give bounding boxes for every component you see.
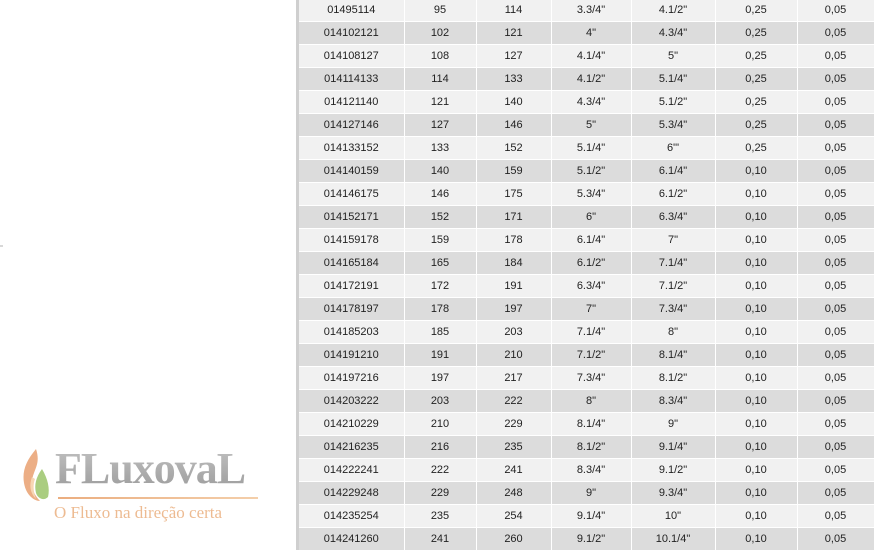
outer-diameter-cell: 133 — [476, 68, 551, 91]
table-row — [299, 183, 874, 206]
tolerance-a-cell: 0,10 — [715, 252, 797, 275]
table-row — [299, 390, 874, 413]
tolerance-a-cell: 0,10 — [715, 528, 797, 551]
table-row — [299, 298, 874, 321]
table-row — [299, 0, 874, 22]
tolerance-b-cell: 0,05 — [797, 367, 874, 390]
inner-diameter-cell: 121 — [404, 91, 476, 114]
inner-inch-cell: 4.1/4" — [551, 45, 631, 68]
tolerance-a-cell: 0,25 — [715, 91, 797, 114]
inner-inch-cell: 5" — [551, 114, 631, 137]
tolerance-a-cell: 0,25 — [715, 137, 797, 160]
outer-diameter-cell: 241 — [476, 459, 551, 482]
inner-inch-cell: 5.1/4" — [551, 137, 631, 160]
tolerance-a-cell: 0,25 — [715, 0, 797, 22]
inner-inch-cell: 6.1/2" — [551, 252, 631, 275]
table-row — [299, 229, 874, 252]
left-panel — [0, 0, 296, 550]
tolerance-b-cell: 0,05 — [797, 298, 874, 321]
outer-diameter-cell: 152 — [476, 137, 551, 160]
outer-diameter-cell: 191 — [476, 275, 551, 298]
tolerance-a-cell: 0,10 — [715, 413, 797, 436]
code-cell: 014114133 — [299, 68, 404, 91]
outer-inch-cell: 9.1/2" — [631, 459, 715, 482]
tolerance-b-cell: 0,05 — [797, 22, 874, 45]
outer-diameter-cell: 260 — [476, 528, 551, 551]
tolerance-a-cell: 0,10 — [715, 367, 797, 390]
outer-inch-cell: 10.1/4" — [631, 528, 715, 551]
outer-diameter-cell: 127 — [476, 45, 551, 68]
tolerance-b-cell: 0,05 — [797, 45, 874, 68]
tolerance-b-cell: 0,05 — [797, 183, 874, 206]
outer-diameter-cell: 114 — [476, 0, 551, 22]
code-cell: 014241260 — [299, 528, 404, 551]
outer-inch-cell: 4.1/2" — [631, 0, 715, 22]
inner-diameter-cell: 102 — [404, 22, 476, 45]
outer-diameter-cell: 210 — [476, 344, 551, 367]
inner-inch-cell: 7" — [551, 298, 631, 321]
inner-inch-cell: 8" — [551, 390, 631, 413]
tolerance-b-cell: 0,05 — [797, 413, 874, 436]
outer-inch-cell: 7.3/4" — [631, 298, 715, 321]
table-row — [299, 91, 874, 114]
outer-inch-cell: 6.1/4" — [631, 160, 715, 183]
outer-diameter-cell: 197 — [476, 298, 551, 321]
code-cell: 014235254 — [299, 505, 404, 528]
tolerance-b-cell: 0,05 — [797, 528, 874, 551]
tolerance-a-cell: 0,10 — [715, 482, 797, 505]
inner-diameter-cell: 152 — [404, 206, 476, 229]
table-row — [299, 413, 874, 436]
table-row — [299, 528, 874, 551]
code-cell: 014152171 — [299, 206, 404, 229]
outer-diameter-cell: 121 — [476, 22, 551, 45]
inner-inch-cell: 7.1/4" — [551, 321, 631, 344]
table-row — [299, 114, 874, 137]
outer-inch-cell: 5.3/4" — [631, 114, 715, 137]
tolerance-a-cell: 0,25 — [715, 22, 797, 45]
inner-diameter-cell: 185 — [404, 321, 476, 344]
inner-inch-cell: 4.3/4" — [551, 91, 631, 114]
inner-diameter-cell: 191 — [404, 344, 476, 367]
tolerance-b-cell: 0,05 — [797, 206, 874, 229]
tolerance-a-cell: 0,10 — [715, 160, 797, 183]
table-row — [299, 137, 874, 160]
code-cell: 014133152 — [299, 137, 404, 160]
outer-diameter-cell: 140 — [476, 91, 551, 114]
outer-inch-cell: 6.3/4" — [631, 206, 715, 229]
tolerance-a-cell: 0,10 — [715, 206, 797, 229]
table-row — [299, 459, 874, 482]
inner-inch-cell: 6.1/4" — [551, 229, 631, 252]
tolerance-b-cell: 0,05 — [797, 436, 874, 459]
inner-inch-cell: 7.3/4" — [551, 367, 631, 390]
code-cell: 014178197 — [299, 298, 404, 321]
outer-inch-cell: 8" — [631, 321, 715, 344]
table-row — [299, 252, 874, 275]
outer-inch-cell: 5.1/2" — [631, 91, 715, 114]
outer-inch-cell: 6.1/2" — [631, 183, 715, 206]
outer-diameter-cell: 178 — [476, 229, 551, 252]
brand-name: FLuxovaL — [55, 444, 246, 493]
outer-inch-cell: 7.1/2" — [631, 275, 715, 298]
inner-diameter-cell: 127 — [404, 114, 476, 137]
inner-diameter-cell: 165 — [404, 252, 476, 275]
flame-icon — [18, 447, 52, 503]
inner-diameter-cell: 241 — [404, 528, 476, 551]
inner-inch-cell: 3.3/4" — [551, 0, 631, 22]
inner-diameter-cell: 140 — [404, 160, 476, 183]
outer-inch-cell: 9" — [631, 413, 715, 436]
tolerance-b-cell: 0,05 — [797, 275, 874, 298]
inner-inch-cell: 6" — [551, 206, 631, 229]
outer-diameter-cell: 159 — [476, 160, 551, 183]
outer-inch-cell: 5.1/4" — [631, 68, 715, 91]
tolerance-b-cell: 0,05 — [797, 252, 874, 275]
brand-underline — [58, 497, 258, 499]
table-row — [299, 436, 874, 459]
tolerance-b-cell: 0,05 — [797, 482, 874, 505]
brand-tagline: O Fluxo na direção certa — [54, 503, 223, 522]
tolerance-a-cell: 0,25 — [715, 45, 797, 68]
table-row — [299, 482, 874, 505]
tolerance-a-cell: 0,10 — [715, 436, 797, 459]
tolerance-b-cell: 0,05 — [797, 390, 874, 413]
tolerance-b-cell: 0,05 — [797, 68, 874, 91]
outer-diameter-cell: 235 — [476, 436, 551, 459]
code-cell: 014229248 — [299, 482, 404, 505]
outer-inch-cell: 7.1/4" — [631, 252, 715, 275]
inner-inch-cell: 9.1/4" — [551, 505, 631, 528]
table-row — [299, 68, 874, 91]
inner-inch-cell: 5.1/2" — [551, 160, 631, 183]
inner-inch-cell: 9.1/2" — [551, 528, 631, 551]
table-row — [299, 45, 874, 68]
outer-inch-cell: 10" — [631, 505, 715, 528]
table-row — [299, 321, 874, 344]
brand-logo — [18, 444, 278, 527]
code-cell: 014165184 — [299, 252, 404, 275]
inner-diameter-cell: 159 — [404, 229, 476, 252]
code-cell: 014172191 — [299, 275, 404, 298]
tolerance-a-cell: 0,10 — [715, 459, 797, 482]
inner-inch-cell: 7.1/2" — [551, 344, 631, 367]
outer-diameter-cell: 217 — [476, 367, 551, 390]
inner-inch-cell: 4" — [551, 22, 631, 45]
inner-inch-cell: 8.1/4" — [551, 413, 631, 436]
tolerance-b-cell: 0,05 — [797, 137, 874, 160]
code-cell: 014210229 — [299, 413, 404, 436]
tolerance-a-cell: 0,10 — [715, 183, 797, 206]
table-row — [299, 505, 874, 528]
outer-inch-cell: 9.1/4" — [631, 436, 715, 459]
tolerance-a-cell: 0,10 — [715, 229, 797, 252]
tolerance-a-cell: 0,10 — [715, 321, 797, 344]
table-row — [299, 275, 874, 298]
code-cell: 014159178 — [299, 229, 404, 252]
code-cell: 014140159 — [299, 160, 404, 183]
outer-inch-cell: 4.3/4" — [631, 22, 715, 45]
outer-diameter-cell: 171 — [476, 206, 551, 229]
tolerance-a-cell: 0,10 — [715, 390, 797, 413]
inner-diameter-cell: 210 — [404, 413, 476, 436]
tolerance-b-cell: 0,05 — [797, 505, 874, 528]
tolerance-b-cell: 0,05 — [797, 91, 874, 114]
inner-diameter-cell: 216 — [404, 436, 476, 459]
inner-diameter-cell: 235 — [404, 505, 476, 528]
tolerance-b-cell: 0,05 — [797, 114, 874, 137]
inner-diameter-cell: 114 — [404, 68, 476, 91]
outer-diameter-cell: 184 — [476, 252, 551, 275]
outer-inch-cell: 8.1/2" — [631, 367, 715, 390]
code-cell: 014185203 — [299, 321, 404, 344]
table-row — [299, 22, 874, 45]
code-cell: 01495114 — [299, 0, 404, 22]
outer-diameter-cell: 222 — [476, 390, 551, 413]
outer-inch-cell: 8.3/4" — [631, 390, 715, 413]
table-row — [299, 206, 874, 229]
inner-inch-cell: 9" — [551, 482, 631, 505]
code-cell: 014197216 — [299, 367, 404, 390]
tolerance-b-cell: 0,05 — [797, 344, 874, 367]
edge-mark — [0, 245, 3, 247]
outer-inch-cell: 5" — [631, 45, 715, 68]
table-row — [299, 160, 874, 183]
tolerance-b-cell: 0,05 — [797, 0, 874, 22]
outer-diameter-cell: 248 — [476, 482, 551, 505]
tolerance-a-cell: 0,25 — [715, 68, 797, 91]
table-body — [299, 0, 874, 551]
inner-diameter-cell: 229 — [404, 482, 476, 505]
outer-diameter-cell: 229 — [476, 413, 551, 436]
code-cell: 014127146 — [299, 114, 404, 137]
tolerance-a-cell: 0,10 — [715, 505, 797, 528]
outer-inch-cell: 6'" — [631, 137, 715, 160]
tolerance-b-cell: 0,05 — [797, 160, 874, 183]
outer-diameter-cell: 203 — [476, 321, 551, 344]
code-cell: 014222241 — [299, 459, 404, 482]
inner-diameter-cell: 197 — [404, 367, 476, 390]
inner-inch-cell: 8.1/2" — [551, 436, 631, 459]
table-row — [299, 367, 874, 390]
tolerance-b-cell: 0,05 — [797, 229, 874, 252]
inner-inch-cell: 6.3/4" — [551, 275, 631, 298]
code-cell: 014108127 — [299, 45, 404, 68]
inner-inch-cell: 8.3/4" — [551, 459, 631, 482]
tolerance-a-cell: 0,10 — [715, 344, 797, 367]
tolerance-a-cell: 0,25 — [715, 114, 797, 137]
outer-inch-cell: 9.3/4" — [631, 482, 715, 505]
outer-inch-cell: 8.1/4" — [631, 344, 715, 367]
inner-diameter-cell: 178 — [404, 298, 476, 321]
tolerance-b-cell: 0,05 — [797, 459, 874, 482]
code-cell: 014146175 — [299, 183, 404, 206]
code-cell: 014191210 — [299, 344, 404, 367]
code-cell: 014102121 — [299, 22, 404, 45]
table-row — [299, 344, 874, 367]
inner-diameter-cell: 133 — [404, 137, 476, 160]
inner-inch-cell: 4.1/2" — [551, 68, 631, 91]
inner-diameter-cell: 108 — [404, 45, 476, 68]
code-cell: 014121140 — [299, 91, 404, 114]
inner-inch-cell: 5.3/4" — [551, 183, 631, 206]
outer-inch-cell: 7" — [631, 229, 715, 252]
inner-diameter-cell: 95 — [404, 0, 476, 22]
outer-diameter-cell: 146 — [476, 114, 551, 137]
tolerance-a-cell: 0,10 — [715, 298, 797, 321]
inner-diameter-cell: 172 — [404, 275, 476, 298]
code-cell: 014216235 — [299, 436, 404, 459]
outer-diameter-cell: 254 — [476, 505, 551, 528]
dimensions-table — [299, 0, 874, 551]
tolerance-b-cell: 0,05 — [797, 321, 874, 344]
code-cell: 014203222 — [299, 390, 404, 413]
tolerance-a-cell: 0,10 — [715, 275, 797, 298]
outer-diameter-cell: 175 — [476, 183, 551, 206]
inner-diameter-cell: 222 — [404, 459, 476, 482]
inner-diameter-cell: 146 — [404, 183, 476, 206]
dimensions-table-container — [299, 0, 874, 551]
inner-diameter-cell: 203 — [404, 390, 476, 413]
